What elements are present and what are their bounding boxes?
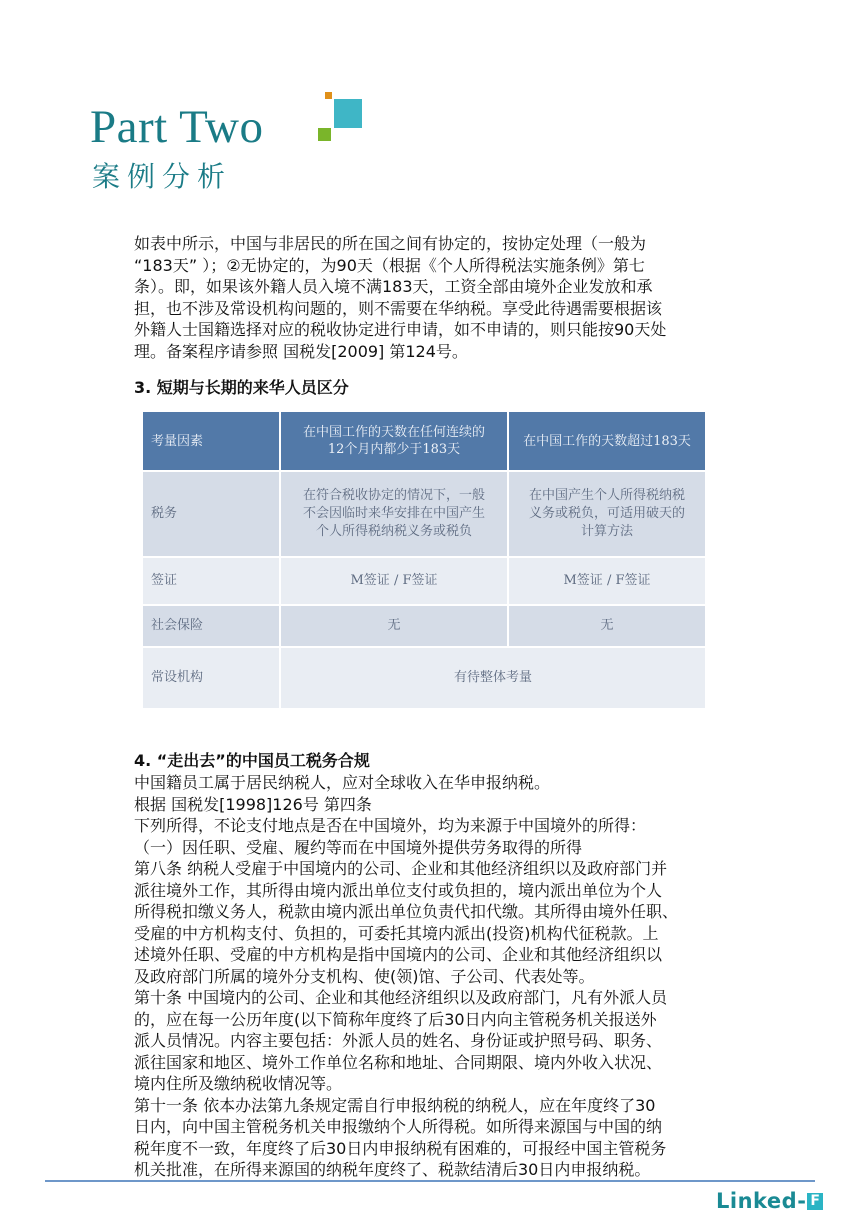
section-3-heading: 3. 短期与长期的来华人员区分: [134, 378, 349, 397]
footer-divider: [45, 1180, 815, 1182]
logo-f-icon: F: [807, 1193, 823, 1210]
table-row: [142, 647, 706, 709]
text-line: 及政府部门所属的境外分支机构、使(领)馆、子公司、代表处等。: [134, 966, 595, 986]
header-short-term-line1: 在中国工作的天数在任何连续的: [302, 425, 485, 440]
row-short-term: [280, 471, 508, 557]
text-line: 担，也不涉及常设机构问题的，则不需要在华纳税。享受此待遇需要根据该: [134, 298, 663, 318]
text-line: 如表中所示，中国与非居民的所在国之间有协定的，按协定处理（一般为: [134, 234, 647, 253]
section-4-body: [134, 772, 724, 1181]
row-factor: 签证: [142, 557, 280, 605]
cell-line: 个人所得税纳税义务或税负: [315, 524, 472, 539]
row-factor: 常设机构: [142, 647, 280, 709]
row-factor: 社会保险: [142, 605, 280, 647]
section-4-heading: 4. “走出去”的中国员工税务合规: [134, 751, 370, 770]
text-line: 境内住所及缴纳税收情况等。: [134, 1074, 343, 1093]
table-header-row: [142, 411, 706, 471]
text-line: 中国籍员工属于居民纳税人，应对全球收入在华申报纳税。: [134, 773, 551, 792]
decor-square-orange-icon: [325, 92, 332, 99]
header-short-term-line2: 12个月内都少于183天: [327, 442, 461, 457]
text-line: 派往境外工作，其所得由境内派出单位支付或负担的，境内派出单位为个人: [134, 880, 663, 900]
row-long-term: 无: [508, 605, 706, 647]
header-factor: 考量因素: [142, 411, 280, 471]
text-line: “183天” ）；②无协定的，为90天（根据《个人所得税法实施条例》第七: [134, 255, 645, 275]
text-line: 日内，向中国主管税务机关申报缴纳个人所得税。如所得来源国与中国的纳: [134, 1117, 663, 1136]
cell-line: 计算方法: [580, 524, 633, 539]
text-line: 第十一条 依本办法第九条规定需自行申报纳税的纳税人，应在年度终了30: [134, 1095, 656, 1115]
decor-square-teal-icon: [334, 99, 362, 128]
text-line: 受雇的中方机构支付、负担的，可委托其境内派出(投资)机构代征税款。上: [134, 923, 659, 943]
text-line: 根据 国税发[1998]126号 第四条: [134, 794, 372, 814]
text-line: 理。备案程序请参照 国税发[2009] 第124号。: [134, 341, 468, 361]
row-merged-value: 有待整体考量: [280, 647, 706, 709]
table-row: [142, 557, 706, 605]
row-factor: 税务: [142, 471, 280, 557]
row-short-term: 无: [280, 605, 508, 647]
text-line: 第十条 中国境内的公司、企业和其他经济组织以及政府部门，凡有外派人员: [134, 988, 668, 1007]
text-line: 所得税扣缴义务人，税款由境内派出单位负责代扣代缴。其所得由境外任职、: [134, 902, 679, 921]
text-line: 条）。即，如果该外籍人员入境不满183天，工资全部由境外企业发放和承: [134, 277, 653, 296]
text-line: 下列所得，不论支付地点是否在中国境外，均为来源于中国境外的所得：: [134, 816, 647, 835]
text-line: 税年度不一致，年度终了后30日内申报纳税有困难的，可报经中国主管税务: [134, 1138, 667, 1158]
linked-f-logo: [716, 1189, 823, 1213]
intro-paragraph: [134, 233, 724, 362]
comparison-table: [141, 410, 707, 710]
header-long-term: 在中国工作的天数超过183天: [508, 411, 706, 471]
text-line: 派人员情况。内容主要包括：外派人员的姓名、身份证或护照号码、职务、: [134, 1031, 663, 1050]
text-line: 述境外任职、受雇的中方机构是指中国境内的公司、企业和其他经济组织以: [134, 945, 663, 964]
header-short-term: [280, 411, 508, 471]
part-title: Part Two: [90, 101, 264, 153]
table-row: [142, 605, 706, 647]
table-row: [142, 471, 706, 557]
logo-text: Linked-: [716, 1189, 807, 1213]
text-line: 机关批准，在所得来源国的纳税年度终了、税款结清后30日内申报纳税。: [134, 1160, 651, 1179]
cell-line: 在中国产生个人所得税纳税: [528, 488, 685, 503]
cell-line: 不会因临时来华安排在中国产生: [302, 506, 485, 521]
text-line: 的，应在每一公历年度(以下简称年度终了后30日内向主管税务机关报送外: [134, 1009, 657, 1029]
part-subtitle: 案例分析: [92, 160, 233, 193]
text-line: （一）因任职、受雇、履约等而在中国境外提供劳务取得的所得: [134, 837, 583, 857]
text-line: 派往国家和地区、境外工作单位名称和地址、合同期限、境内外收入状况、: [134, 1052, 663, 1072]
cell-line: 在符合税收协定的情况下，一般: [302, 488, 485, 503]
decor-square-green-icon: [318, 128, 331, 141]
row-long-term: M签证 / F签证: [508, 557, 706, 605]
text-line: 外籍人士国籍选择对应的税收协定进行申请，如不申请的，则只能按90天处: [134, 320, 667, 339]
row-long-term: [508, 471, 706, 557]
text-line: 第八条 纳税人受雇于中国境内的公司、企业和其他经济组织以及政府部门并: [134, 859, 668, 878]
row-short-term: M签证 / F签证: [280, 557, 508, 605]
cell-line: 义务或税负，可适用破天的: [528, 506, 685, 521]
